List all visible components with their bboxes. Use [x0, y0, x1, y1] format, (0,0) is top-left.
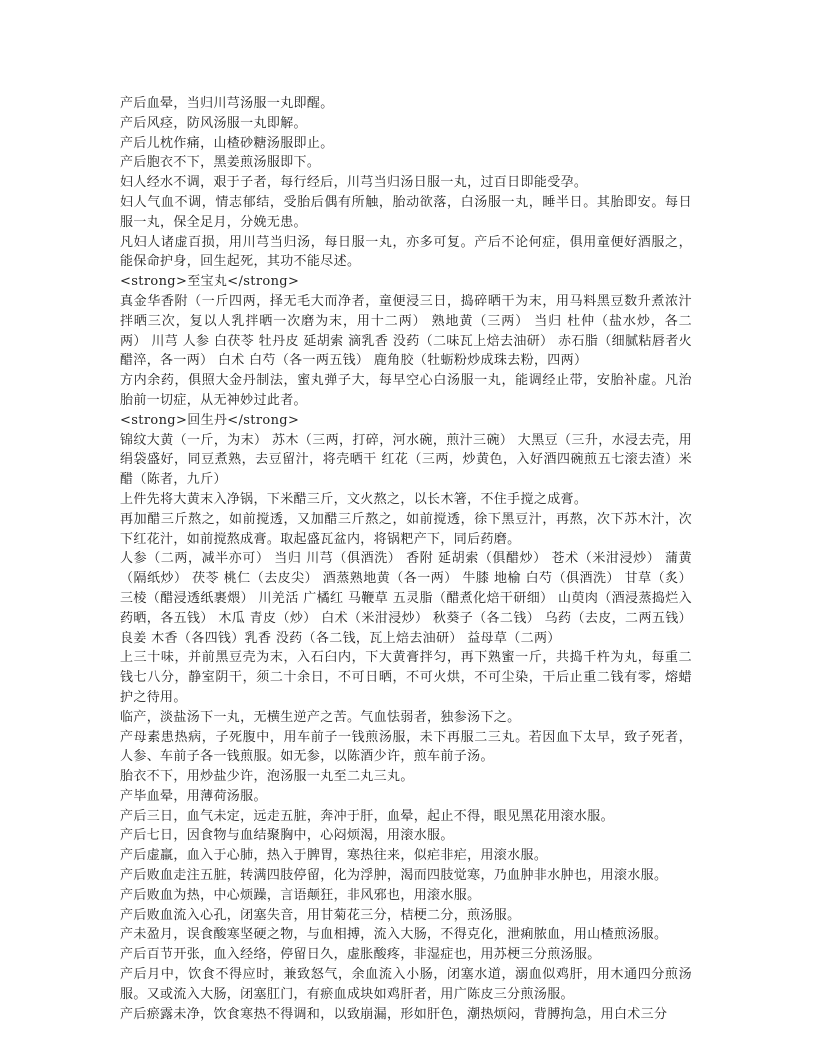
paragraph-23: 产后虚羸，血入于心肺，热入于脾胃，寒热往来，似疟非疟，用滚水服。 [120, 848, 548, 864]
document-body [120, 94, 692, 1024]
paragraph-3: 产后儿枕作痛，山楂砂糖汤服即止。 [120, 135, 334, 151]
paragraph-29: 产后月中，饮食不得应时，兼致怒气，余血流入小肠，闭塞水道，溺血似鸡肝，用木通四分煎汤服。又或流入大肠，闭塞肛门，有瘀血成块如鸡肝者，用广陈皮三分煎汤服。 [120, 967, 692, 1002]
paragraph-14: 再加醋三斤熬之，如前搅透，又加醋三斤熬之，如前搅透，徐下黑豆汁，再熬，次下苏木汁，次下红花汁，如前搅熬成膏。取起盛瓦盆内，将锅粑产下，同后药磨。 [120, 511, 692, 547]
paragraph-20: 产毕血晕，用薄荷汤服。 [120, 788, 267, 804]
paragraph-24: 产后败血走注五脏，转满四肢停留，化为浮肿，渴而四肢觉寒，乃血肿非水肿也，用滚水服。 [120, 868, 668, 884]
paragraph-30: 产后瘀露未净，饮食寒热不得调和，以致崩漏，形如肝色，潮热烦闷，背膊拘急，用白术三分 [120, 1006, 668, 1022]
heading-huishengdan: <strong>回生丹</strong> [120, 412, 300, 428]
paragraph-13: 上件先将大黄末入净锅，下米醋三斤，文火熬之，以长木箸，不住手搅之成膏。 [120, 491, 588, 507]
heading-zhibaowan: <strong>至宝丸</strong> [120, 274, 300, 290]
paragraph-17: 临产，淡盐汤下一丸，无横生逆产之苦。气血怯弱者，独参汤下之。 [120, 709, 521, 725]
paragraph-huishengdan-ingredients: 锦纹大黄（一斤，为末） 苏木（三两，打碎，河水碗，煎汁三碗） 大黑豆（三升，水浸去壳，用绢袋盛好，同豆煮熟，去豆留汁，将壳晒干 红花（三两，炒黄色，入好酒四碗煎五七滚去渣）米醋（陈者，九斤） [120, 432, 692, 488]
paragraph-4: 产后胞衣不下，黑姜煎汤服即下。 [120, 155, 321, 171]
paragraph-2: 产后风痉，防风汤服一丸即解。 [120, 115, 307, 131]
paragraph-25: 产后败血为热，中心烦躁，言语颠狂，非风邪也，用滚水服。 [120, 887, 481, 903]
paragraph-zhibaowan-method: 方内余药，俱照大金丹制法，蜜丸弹子大，每早空心白汤服一丸，能调经止带，安胎补虚。凡治胎前一切症，从无神妙过此者。 [120, 373, 692, 408]
paragraph-6: 妇人气血不调，情志郁结，受胎后偶有所触，胎动欲落，白汤服一丸，睡半日。其胎即安。每日服一丸，保全足月，分娩无患。 [120, 194, 692, 230]
paragraph-5: 妇人经水不调，艰于子者，每行经后，川芎当归汤日服一丸，过百日即能受孕。 [120, 175, 588, 191]
paragraph-26: 产后败血流入心孔，闭塞失音，用甘菊花三分，桔梗二分，煎汤服。 [120, 907, 521, 923]
paragraph-19: 胎衣不下，用炒盐少许，泡汤服一丸至二丸三丸。 [120, 769, 414, 785]
paragraph-1: 产后血晕，当归川芎汤服一丸即醒。 [120, 96, 334, 111]
paragraph-15: 人参（二两，减半亦可） 当归 川芎（俱酒洗） 香附 延胡索（俱醋炒） 苍术（米泔浸炒） 蒲黄（隔纸炒） 茯苓 桃仁（去皮尖） 酒蒸熟地黄（各一两） 牛膝 地榆 白芍（俱酒洗） 甘草（炙） 三棱（醋浸透纸裹煨） 川羌活 广橘红 马鞭草 五灵脂（醋煮化焙干研细） 山萸肉（酒浸蒸捣烂入药晒，各五钱） 木瓜 青皮（炒） 白术（米泔浸炒） 秋葵子（各二钱） 乌药（去皮，二两五钱） 良姜 木香（各四钱）乳香 没药（各二钱，瓦上焙去油研） 益母草（二两） [120, 551, 692, 646]
paragraph-28: 产后百节开张，血入经络，停留日久，虚胀酸疼，非湿症也，用苏梗三分煎汤服。 [120, 947, 601, 963]
paragraph-16: 上三十味，并前黑豆壳为末，入石臼内，下大黄膏拌匀，再下熟蜜一斤，共捣千杵为丸，每重二钱七八分，静室阴干，须二十余日，不可日晒，不可火烘，不可尘染，干后止重二钱有零，熔蜡护之待用。 [120, 650, 692, 705]
paragraph-21: 产后三日，血气未定，远走五脏，奔冲于肝，血晕，起止不得，眼见黑花用滚水服。 [120, 808, 614, 824]
paragraph-27: 产未盈月，误食酸寒坚硬之物，与血相搏，流入大肠，不得克化，泄痢脓血，用山楂煎汤服。 [120, 927, 668, 943]
paragraph-zhibaowan-ingredients: 真金华香附（一斤四两，择无毛大而净者，童便浸三日，捣碎晒干为末，用马料黑豆数升煮浓汁拌晒三次，复以人乳拌晒一次磨为末，用十二两） 熟地黄（三两） 当归 杜仲（盐水炒，各二两） 川芎 人参 白茯苓 牡丹皮 延胡索 滴乳香 没药（二味瓦上焙去油研） 赤石脂（细腻粘唇者火 醋淬，各一两） 白术 白芍（各一两五钱） 鹿角胶（牡蛎粉炒成珠去粉，四两） [120, 293, 692, 369]
paragraph-18: 产母素患热病，子死腹中，用车前子一钱煎汤服，未下再服二三丸。若因血下太早，致子死者，人参、车前子各一钱煎服。如无参，以陈酒少许，煎车前子汤。 [120, 729, 692, 765]
paragraph-7: 凡妇人诸虚百损，用川芎当归汤，每日服一丸，亦多可复。产后不论何症，俱用童便好酒服之，能保命护身，回生起死，其功不能尽述。 [120, 234, 692, 270]
paragraph-22: 产后七日，因食物与血结聚胸中，心闷烦渴，用滚水服。 [120, 828, 454, 844]
